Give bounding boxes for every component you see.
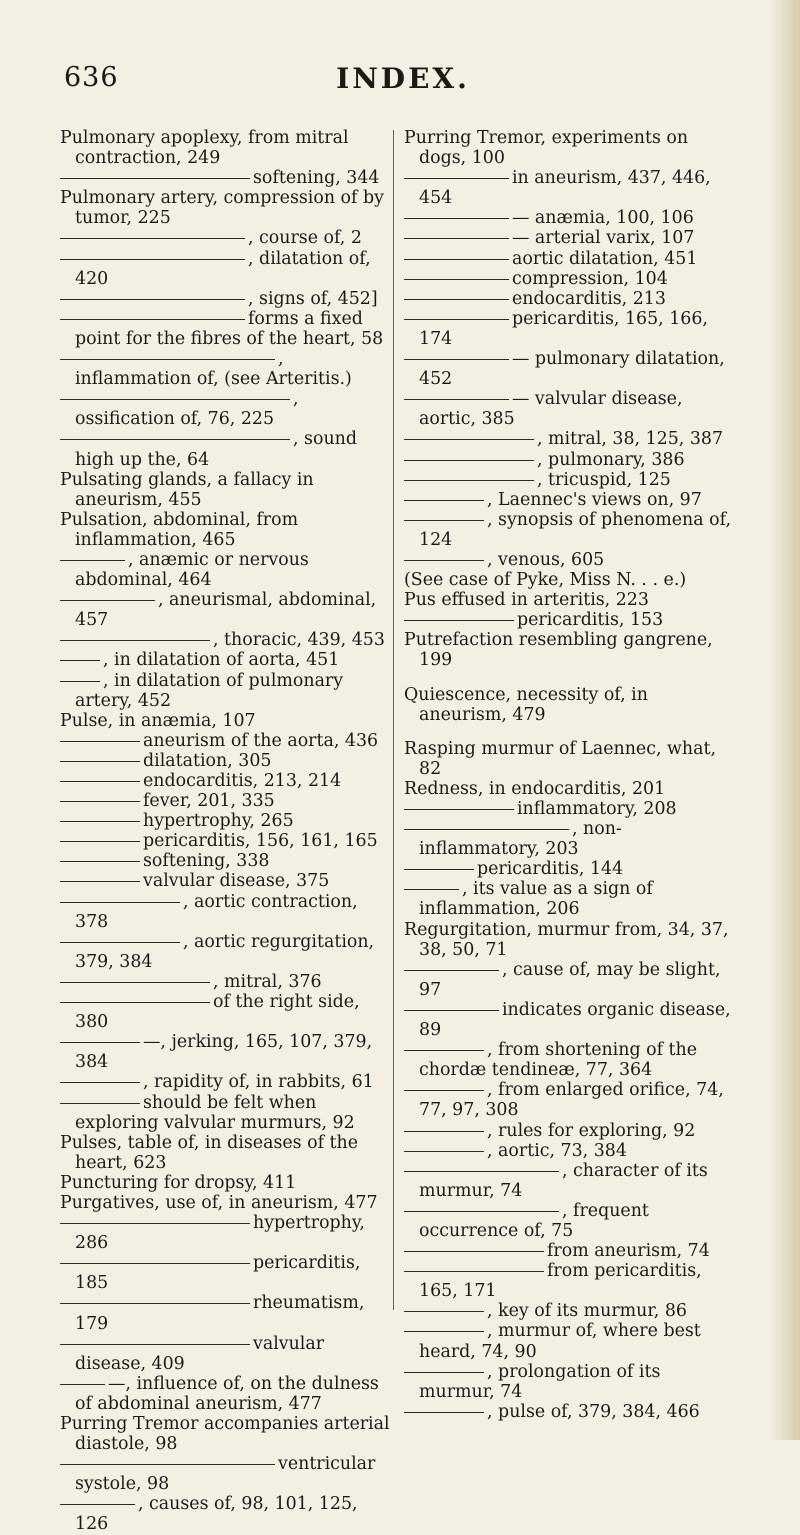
ditto-rule: [60, 821, 140, 822]
index-entry-text: —, jerking, 165, 107, 379, 384: [75, 1032, 373, 1073]
index-entry: [404, 1201, 734, 1241]
index-entry-text: , from enlarged orifice, 74, 77, 97, 308: [419, 1080, 724, 1121]
index-entry-text: , non-inflammatory, 203: [419, 819, 622, 860]
index-entry-text: — pulmonary dilatation, 452: [419, 349, 725, 390]
index-entry-text: , sound high up the, 64: [75, 429, 357, 470]
index-entry: [404, 550, 734, 570]
index-entry: [60, 249, 390, 289]
index-entry: [60, 1454, 390, 1494]
ditto-rule: [404, 218, 509, 219]
index-column-right: [404, 128, 734, 1422]
index-entry: [404, 1402, 734, 1422]
index-entry-text: , anæmic or nervous abdominal, 464: [75, 549, 309, 591]
page-header: [58, 62, 748, 102]
index-entry-text: compression, 104: [512, 268, 668, 289]
index-entry: [60, 1093, 390, 1133]
index-entry-text: in aneurism, 437, 446, 454: [419, 168, 711, 209]
ditto-rule: [404, 1412, 484, 1413]
index-entry: [60, 892, 390, 932]
index-entry-text: , inflammation of, (see Arteritis.): [75, 349, 352, 390]
index-entry-text: , pulse of, 379, 384, 466: [487, 1401, 700, 1422]
ditto-rule: [60, 1042, 140, 1043]
index-entry: [60, 309, 390, 349]
index-entry-text: , frequent occurrence of, 75: [419, 1200, 649, 1241]
ditto-rule: [60, 681, 100, 682]
index-entry-text: , ossification of, 76, 225: [75, 389, 299, 430]
ditto-rule: [60, 600, 155, 601]
index-entry-text: , course of, 2: [248, 228, 362, 249]
index-entry: [404, 389, 734, 429]
index-entry: [404, 920, 734, 960]
index-entry: [60, 1032, 390, 1072]
index-entry: [60, 168, 390, 188]
index-entry: [404, 590, 734, 610]
index-entry-text: (See case of Pyke, Miss N. . . e.): [404, 570, 687, 591]
index-entry: [404, 819, 734, 859]
index-entry: [404, 128, 734, 168]
ditto-rule: [60, 1223, 250, 1224]
page-edge: [770, 0, 800, 1440]
ditto-rule: [60, 1263, 250, 1264]
index-entry-text: indicates organic disease, 89: [419, 999, 731, 1041]
index-entry: [404, 429, 734, 449]
index-entry: [60, 871, 390, 891]
ditto-rule: [60, 359, 275, 360]
index-entry: [60, 590, 390, 630]
ditto-rule: [404, 399, 509, 400]
ditto-rule: [60, 861, 140, 862]
ditto-rule: [404, 1171, 559, 1172]
index-entry: [60, 349, 390, 389]
ditto-rule: [404, 1271, 544, 1272]
index-entry: [60, 1072, 390, 1092]
ditto-rule: [404, 178, 509, 179]
index-entry-text: , causes of, 98, 101, 125, 126: [75, 1494, 358, 1535]
index-entry: [60, 771, 390, 791]
ditto-rule: [60, 399, 290, 400]
index-entry: [60, 731, 390, 751]
ditto-rule: [404, 359, 509, 360]
index-entry: [404, 309, 734, 349]
index-entry-text: , signs of, 452]: [248, 288, 378, 309]
ditto-rule: [404, 1311, 484, 1312]
index-entry: [60, 289, 390, 309]
index-entry-text: , rules for exploring, 92: [487, 1120, 696, 1141]
index-entry: [404, 1321, 734, 1361]
index-entry-text: , dilatation of, 420: [75, 248, 371, 289]
index-entry: [404, 1141, 734, 1161]
ditto-rule: [60, 1384, 105, 1385]
index-entry: [404, 685, 734, 725]
index-entry: [404, 289, 734, 309]
ditto-rule: [60, 1303, 250, 1304]
index-entry: [404, 1161, 734, 1201]
index-entry: [60, 671, 390, 711]
ditto-rule: [404, 1131, 484, 1132]
index-entry: [404, 228, 734, 248]
index-entry: [404, 249, 734, 269]
index-entry: [60, 1193, 390, 1213]
index-entry: [404, 1241, 734, 1261]
index-entry-text: — arterial varix, 107: [512, 228, 695, 249]
index-entry-text: , mitral, 376: [213, 971, 322, 992]
index-entry-text: of the right side, 380: [75, 992, 360, 1033]
index-entry-text: , cause of, may be slight, 97: [419, 959, 721, 1000]
index-entry-text: , key of its murmur, 86: [487, 1301, 687, 1322]
index-entry: [404, 879, 734, 919]
index-entry-text: valvular disease, 409: [75, 1333, 325, 1374]
running-title: INDEX.: [336, 62, 470, 95]
index-entry: [60, 811, 390, 831]
index-entry-text: , venous, 605: [487, 549, 605, 570]
index-entry-text: pericarditis, 185: [75, 1253, 361, 1294]
index-entry-text: , in dilatation of aorta, 451: [103, 650, 340, 671]
index-entry-text: softening, 338: [143, 851, 270, 872]
ditto-rule: [60, 1504, 135, 1505]
index-entry: [60, 992, 390, 1032]
index-entry: [60, 510, 390, 550]
ditto-rule: [60, 439, 290, 440]
ditto-rule: [60, 781, 140, 782]
ditto-rule: [60, 841, 140, 842]
ditto-rule: [60, 1002, 210, 1003]
index-entry: [60, 751, 390, 771]
index-entry: [404, 510, 734, 550]
ditto-rule: [404, 560, 484, 561]
index-entry-text: — anæmia, 100, 106: [512, 208, 694, 229]
ditto-rule: [60, 178, 250, 179]
index-entry-text: softening, 344: [253, 168, 380, 189]
ditto-rule: [404, 1251, 544, 1252]
index-entry-text: Putrefaction resembling gangrene, 199: [404, 630, 713, 671]
ditto-rule: [60, 660, 100, 661]
column-divider: [393, 130, 394, 1310]
index-entry: [404, 168, 734, 208]
ditto-rule: [404, 1211, 559, 1212]
index-entry-text: —, influence of, on the dulness of abdominal aneurism, 477: [75, 1373, 379, 1414]
ditto-rule: [404, 480, 534, 481]
ditto-rule: [404, 970, 499, 971]
ditto-rule: [60, 942, 180, 943]
index-entry-text: from aneurism, 74: [547, 1241, 710, 1262]
index-entry-text: rheumatism, 179: [75, 1293, 365, 1334]
ditto-rule: [404, 460, 534, 461]
ditto-rule: [404, 299, 509, 300]
index-entry: [404, 1080, 734, 1120]
ditto-rule: [404, 1050, 484, 1051]
ditto-rule: [404, 500, 484, 501]
index-entry: [60, 851, 390, 871]
index-entry-text: , aneurismal, abdominal, 457: [75, 590, 377, 631]
index-entry-text: Pulses, table of, in diseases of the heart, 623: [60, 1132, 359, 1173]
index-entry-text: pericarditis, 165, 166, 174: [419, 308, 708, 349]
index-entry-text: endocarditis, 213: [512, 288, 666, 309]
ditto-rule: [404, 439, 534, 440]
index-entry: [60, 429, 390, 469]
index-entry-text: Pulse, in anæmia, 107: [60, 710, 256, 731]
index-entry-text: , synopsis of phenomena of, 124: [419, 509, 731, 550]
index-entry: [60, 1293, 390, 1333]
index-entry-text: , its value as a sign of inflammation, 206: [419, 879, 653, 920]
index-entry-text: , thoracic, 439, 453: [213, 630, 385, 651]
index-entry: [60, 932, 390, 972]
index-entry: [404, 739, 734, 779]
ditto-rule: [60, 299, 245, 300]
index-entry-text: from pericarditis, 165, 171: [419, 1261, 702, 1302]
index-entry-text: dilatation, 305: [143, 750, 272, 771]
ditto-rule: [60, 902, 180, 903]
ditto-rule: [404, 869, 474, 870]
index-entry: [60, 1253, 390, 1293]
ditto-rule: [60, 881, 140, 882]
index-entry: [404, 470, 734, 490]
index-entry-text: Rasping murmur of Laennec, what, 82: [404, 738, 716, 779]
ditto-rule: [60, 1464, 275, 1465]
index-entry: [404, 610, 734, 630]
ditto-rule: [60, 259, 245, 260]
index-entry-text: Purgatives, use of, in aneurism, 477: [60, 1192, 378, 1213]
index-entry-text: , mitral, 38, 125, 387: [537, 429, 724, 450]
ditto-rule: [60, 982, 210, 983]
ditto-rule: [60, 761, 140, 762]
page-number: 636: [64, 62, 119, 93]
index-entry-text: pericarditis, 156, 161, 165: [143, 831, 378, 852]
ditto-rule: [60, 1103, 140, 1104]
index-entry: [404, 960, 734, 1000]
index-entry-text: , in dilatation of pulmonary artery, 452: [75, 670, 344, 711]
index-entry: [60, 791, 390, 811]
index-entry-text: Puncturing for dropsy, 411: [60, 1172, 297, 1193]
ditto-rule: [404, 1090, 484, 1091]
ditto-rule: [404, 279, 509, 280]
ditto-rule: [60, 640, 210, 641]
index-entry-text: Purring Tremor accompanies arterial diastole, 98: [60, 1414, 390, 1455]
index-entry: [404, 208, 734, 228]
index-entry-text: , aortic contraction, 378: [75, 891, 358, 932]
ditto-rule: [404, 829, 569, 830]
index-entry: [404, 1000, 734, 1040]
index-entry-text: , Laennec's views on, 97: [487, 489, 702, 510]
index-entry-text: aneurism of the aorta, 436: [143, 730, 379, 751]
index-entry-text: Regurgitation, murmur from, 34, 37, 38, 50, 71: [404, 919, 729, 960]
index-entry: [60, 1494, 390, 1534]
ditto-rule: [60, 1344, 250, 1345]
index-entry: [60, 630, 390, 650]
index-entry: [60, 470, 390, 510]
ditto-rule: [404, 889, 459, 890]
index-entry: [404, 1362, 734, 1402]
index-entry: [60, 1213, 390, 1253]
index-column-left: [60, 128, 390, 1535]
index-entry-text: valvular disease, 375: [143, 871, 330, 892]
index-entry-text: Purring Tremor, experiments on dogs, 100: [404, 128, 689, 169]
index-entry: [404, 269, 734, 289]
index-entry: [60, 550, 390, 590]
index-entry-text: , aortic, 73, 384: [487, 1140, 627, 1161]
index-entry: [60, 1414, 390, 1454]
index-entry-text: , prolongation of its murmur, 74: [419, 1361, 661, 1402]
index-entry: [404, 630, 734, 670]
index-entry: [60, 1374, 390, 1414]
ditto-rule: [404, 238, 509, 239]
index-entry-text: hypertrophy, 265: [143, 811, 294, 832]
index-entry-text: fever, 201, 335: [143, 791, 275, 812]
index-entry: [404, 570, 734, 590]
index-entry-text: Pulmonary artery, compression of by tumor, 225: [60, 188, 384, 229]
index-entry-text: ventricular systole, 98: [75, 1454, 376, 1495]
index-entry: [60, 711, 390, 731]
ditto-rule: [404, 520, 484, 521]
ditto-rule: [60, 801, 140, 802]
index-entry: [404, 859, 734, 879]
index-entry-text: — valvular disease, aortic, 385: [419, 389, 683, 430]
index-entry: [60, 972, 390, 992]
index-entry-text: , tricuspid, 125: [537, 469, 671, 490]
index-entry-text: Pulsation, abdominal, from inflammation, 465: [60, 509, 299, 550]
ditto-rule: [60, 238, 245, 239]
ditto-rule: [60, 560, 125, 561]
index-entry-text: , from shortening of the chordæ tendineæ, 77, 364: [419, 1040, 698, 1081]
index-entry-text: pericarditis, 153: [517, 610, 664, 631]
ditto-rule: [404, 319, 509, 320]
index-entry-text: Pus effused in arteritis, 223: [404, 590, 649, 611]
ditto-rule: [60, 319, 245, 320]
index-entry-text: , murmur of, where best heard, 74, 90: [419, 1321, 701, 1362]
index-entry-text: aortic dilatation, 451: [512, 248, 698, 269]
ditto-rule: [404, 620, 514, 621]
ditto-rule: [404, 809, 514, 810]
index-entry: [60, 1334, 390, 1374]
index-entry-text: Pulsating glands, a fallacy in aneurism, 455: [60, 469, 314, 510]
index-entry-text: , character of its murmur, 74: [419, 1160, 708, 1201]
index-entry-text: , aortic regurgitation, 379, 384: [75, 931, 375, 972]
index-entry: [60, 128, 390, 168]
index-entry: [404, 349, 734, 389]
ditto-rule: [404, 1372, 484, 1373]
index-entry-text: hypertrophy, 286: [75, 1213, 365, 1254]
index-entry: [60, 188, 390, 228]
ditto-rule: [60, 741, 140, 742]
index-entry-text: should be felt when exploring valvular murmurs, 92: [75, 1092, 355, 1133]
index-entry: [60, 228, 390, 248]
index-entry: [404, 1301, 734, 1321]
index-entry: [404, 1040, 734, 1080]
index-entry: [404, 490, 734, 510]
index-entry-text: Redness, in endocarditis, 201: [404, 778, 666, 799]
index-entry: [404, 450, 734, 470]
index-entry: [404, 1261, 734, 1301]
index-entry-text: Pulmonary apoplexy, from mitral contraction, 249: [60, 128, 349, 169]
index-entry-text: forms a fixed point for the fibres of the heart, 58: [75, 308, 384, 349]
index-entry: [404, 1121, 734, 1141]
index-entry-text: Quiescence, necessity of, in aneurism, 479: [404, 684, 648, 725]
ditto-rule: [404, 1151, 484, 1152]
index-entry: [404, 799, 734, 819]
ditto-rule: [404, 1010, 499, 1011]
index-entry-text: , pulmonary, 386: [537, 449, 685, 470]
index-entry: [60, 1173, 390, 1193]
ditto-rule: [404, 1331, 484, 1332]
ditto-rule: [60, 1082, 140, 1083]
index-entry: [404, 779, 734, 799]
index-entry-text: endocarditis, 213, 214: [143, 771, 342, 791]
index-entry-text: inflammatory, 208: [517, 799, 677, 819]
index-entry: [60, 650, 390, 670]
index-entry: [60, 831, 390, 851]
index-entry-text: , rapidity of, in rabbits, 61: [143, 1072, 374, 1093]
index-entry-text: pericarditis, 144: [477, 859, 624, 880]
ditto-rule: [404, 259, 509, 260]
index-entry: [60, 1133, 390, 1173]
index-entry: [60, 389, 390, 429]
